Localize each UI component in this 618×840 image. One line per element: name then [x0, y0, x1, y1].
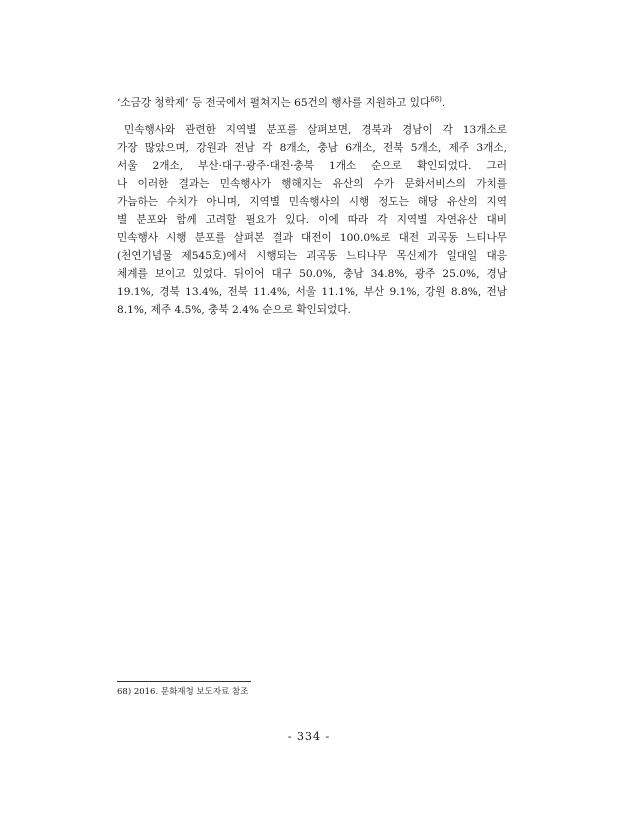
paragraph-line: 나 이러한 결과는 민속행사가 행해지는 유산의 수가 문화서비스의 가치를: [117, 178, 507, 190]
paragraph-line: 19.1%, 경북 13.4%, 전북 11.4%, 서울 11.1%, 부산 9.1%, 강원 8.8%, 전남: [117, 286, 507, 298]
footnote-reference: 68): [430, 95, 442, 104]
body-line-1-text: ‘소금강 청학제’ 등 전국에서 펼쳐지는 65건의 행사를 지원하고 있다: [117, 97, 431, 109]
paragraph-line: 민속행사 시행 분포를 살펴본 결과 대전이 100.0%로 대전 괴곡동 느티나무: [117, 232, 507, 244]
paragraph-line: 가늠하는 수치가 아니며, 지역별 민속행사의 시행 정도는 해당 유산의 지역: [117, 196, 507, 208]
body-line-1-end: .: [441, 97, 446, 109]
paragraph-line: 가장 많았으며, 강원과 전남 각 8개소, 충남 6개소, 전북 5개소, 제주 3개소,: [117, 142, 507, 154]
paragraph-line: (천연기념물 제545호)에서 시행되는 괴곡동 느티나무 목신제가 일대일 대응: [117, 250, 507, 262]
page-number: - 334 -: [287, 730, 331, 743]
paragraph-line: 8.1%, 제주 4.5%, 충북 2.4% 순으로 확인되었다.: [117, 304, 351, 316]
paragraph-line: 별 분포와 함께 고려할 필요가 있다. 이에 따라 각 지역별 자연유산 대비: [117, 214, 507, 226]
body-line-1: [117, 96, 507, 110]
footnote-text: 68) 2016. 문화재청 보도자료 참조: [117, 687, 249, 697]
paragraph-line: 민속행사와 관련한 지역별 분포를 살펴보면, 경북과 경남이 각 13개소로: [124, 124, 507, 136]
footnote-divider: [117, 681, 251, 682]
paragraph-line: 체계를 보이고 있었다. 뒤이어 대구 50.0%, 충남 34.8%, 광주 25.0%, 경남: [117, 268, 507, 280]
paragraph-line: 서울 2개소, 부산·대구·광주·대전·충북 1개소 순으로 확인되었다. 그러: [117, 160, 507, 172]
